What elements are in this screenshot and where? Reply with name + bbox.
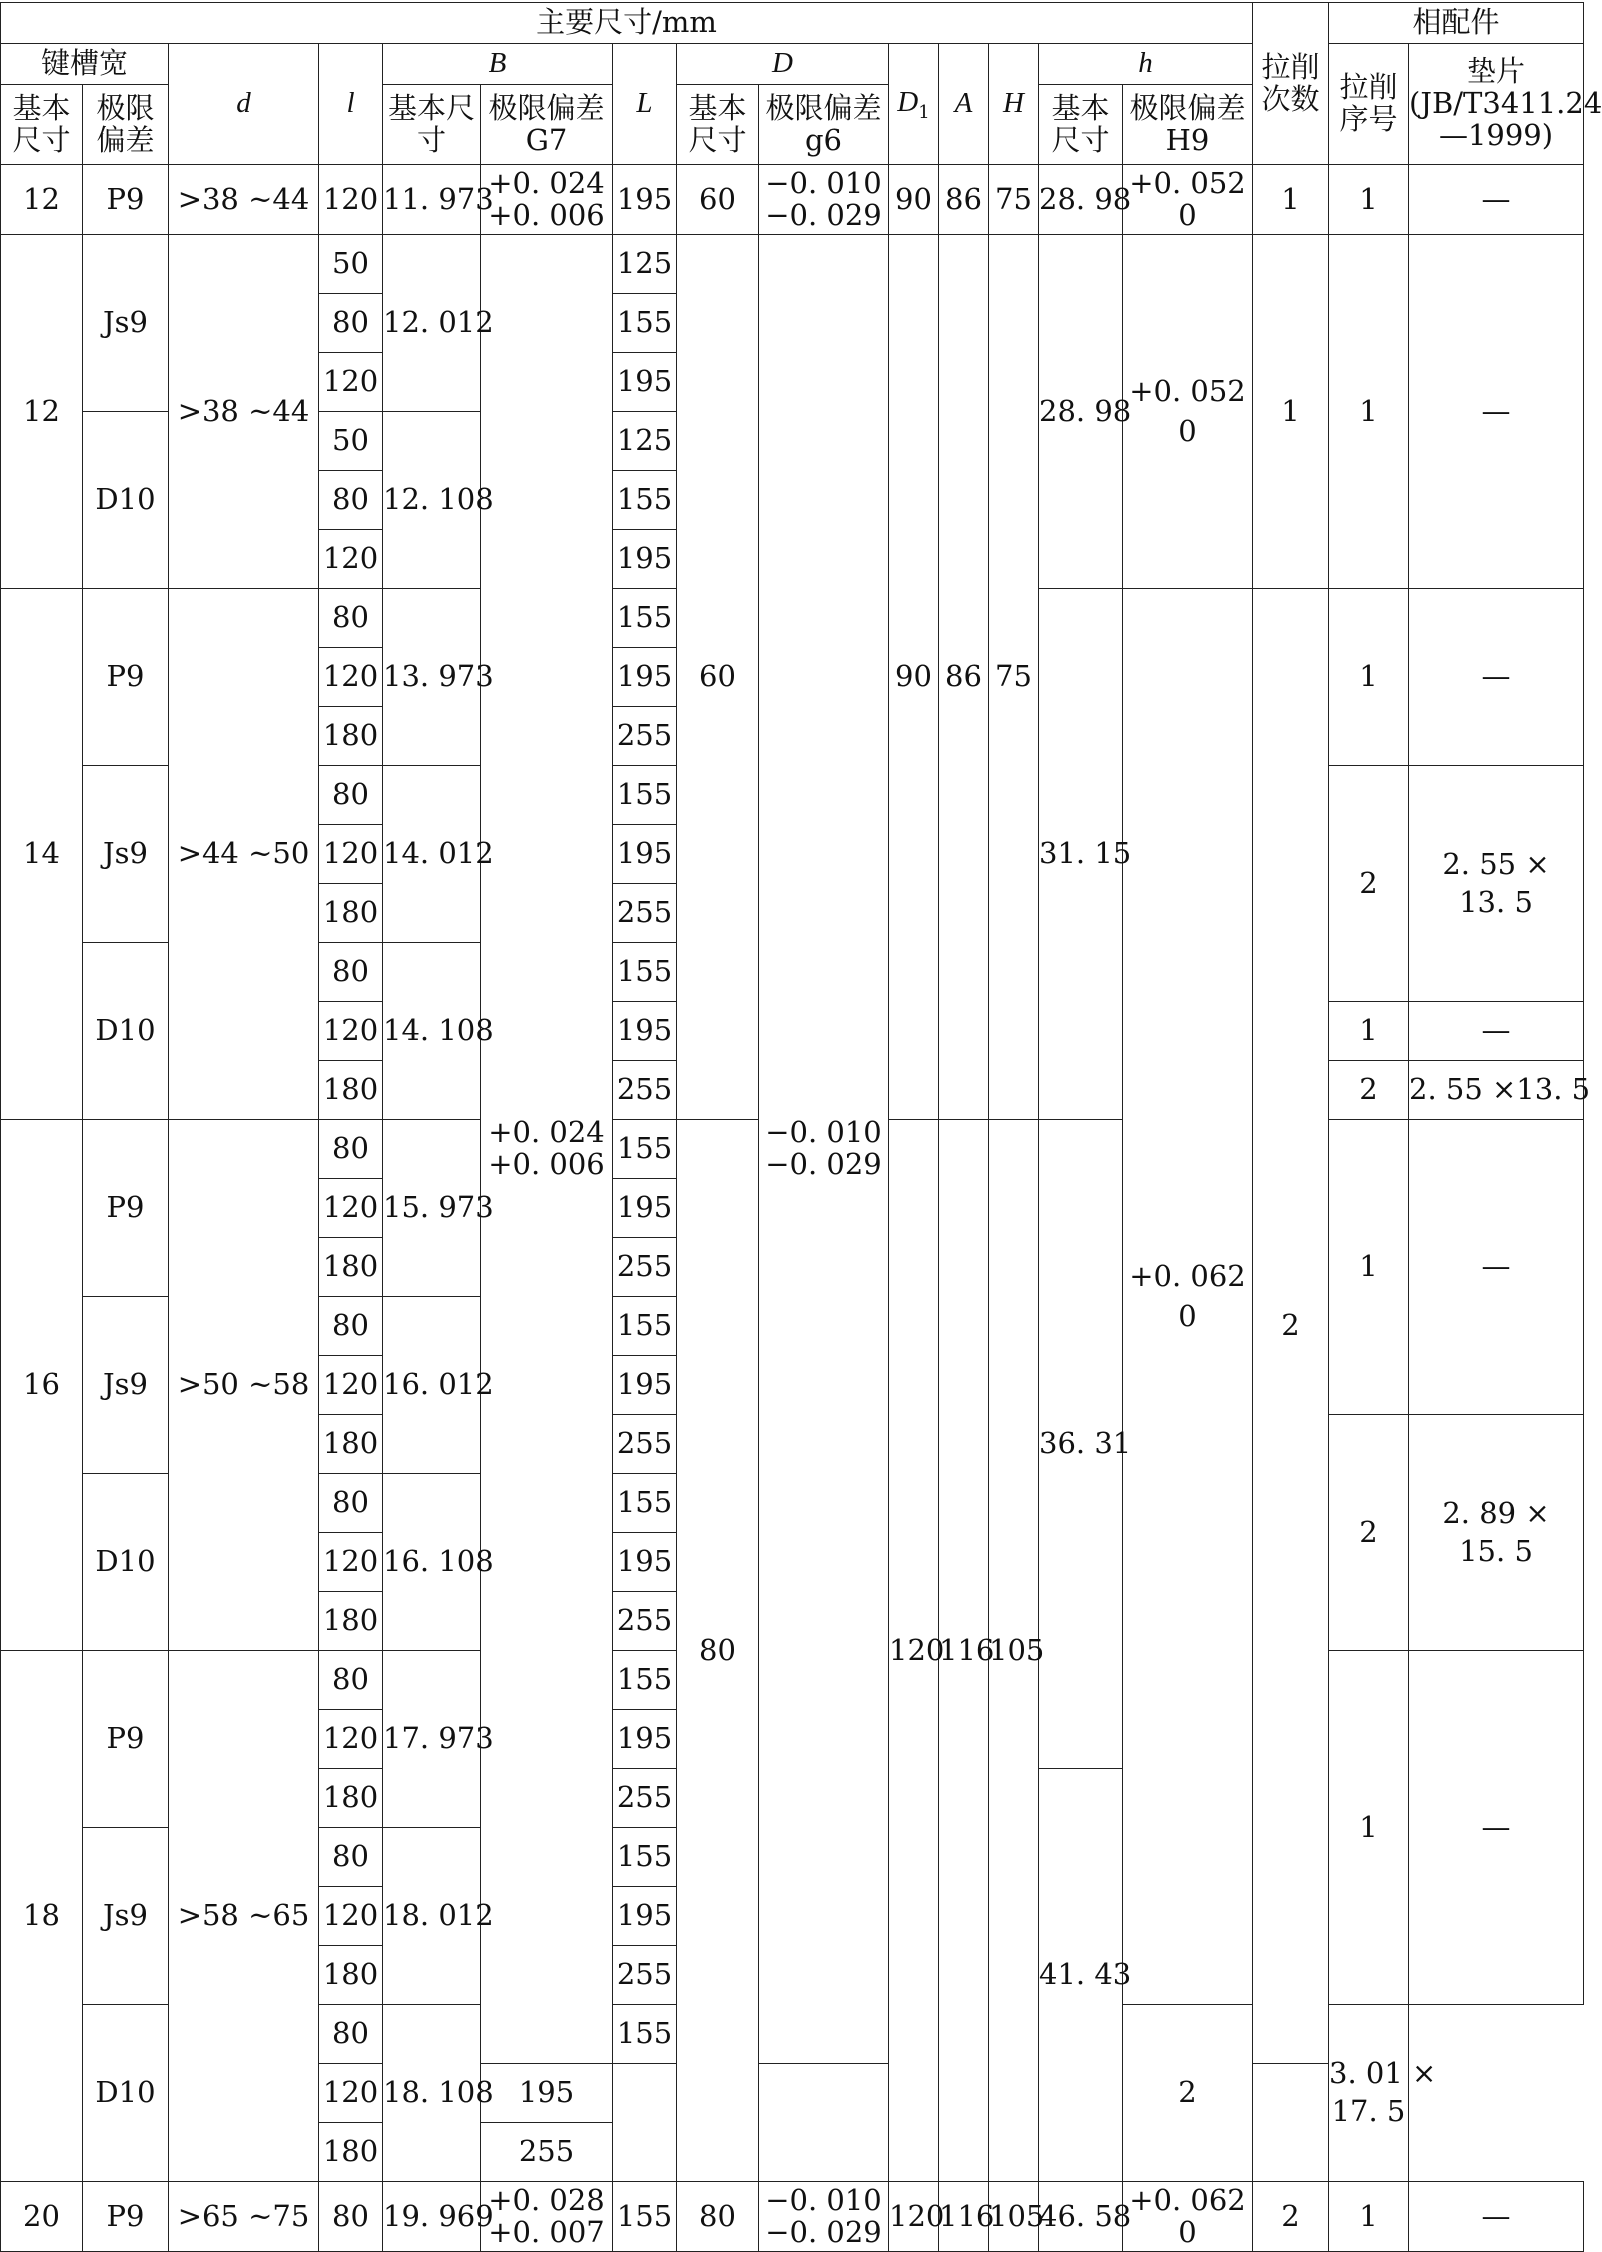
- cell-kw: 18: [1, 1651, 83, 2182]
- broach-dimension-table: [0, 2, 1602, 2252]
- shim-line-1: 3. 01 ×: [1329, 2056, 1437, 2091]
- cell-seq: 1: [1329, 235, 1409, 589]
- B-basic-header: 基本尺寸: [383, 85, 481, 165]
- cell-H: 75: [989, 235, 1039, 1120]
- cell-l: 120: [319, 530, 383, 589]
- cell-l: 180: [319, 1769, 383, 1828]
- cell-D1: 120: [889, 1120, 939, 2182]
- cell-l: 180: [319, 1061, 383, 1120]
- table-row-12-p9: [1, 165, 1584, 235]
- hdev-lower: 0: [1178, 1298, 1197, 1333]
- cell-D: 80: [677, 1120, 759, 2182]
- cell-L: 195: [613, 1002, 677, 1061]
- shim-line-2: 17. 5: [1331, 2094, 1406, 2128]
- cell-B: 15. 973: [383, 1120, 481, 1297]
- cell-l: 120: [319, 165, 383, 235]
- cell-L: 195: [613, 1710, 677, 1769]
- cell-tol: P9: [83, 1651, 169, 1828]
- cell-l: 80: [319, 1651, 383, 1710]
- shim-header: 垫片(JB/T3411.24—1999): [1409, 44, 1584, 165]
- cell-B: 16. 108: [383, 1474, 481, 1651]
- cell-shim: —: [1409, 1120, 1584, 1415]
- cell-B: 14. 108: [383, 943, 481, 1120]
- cell-tol: D10: [83, 1474, 169, 1651]
- cell-L: 195: [613, 1533, 677, 1592]
- Bdev-upper: +0. 028: [488, 2182, 605, 2217]
- cell-shim: —: [1409, 2182, 1584, 2252]
- cell-L: 195: [613, 1356, 677, 1415]
- cell-L: 155: [613, 1120, 677, 1179]
- cell-D: 80: [677, 2182, 759, 2252]
- cell-h: 28. 98: [1039, 235, 1123, 589]
- cell-tol: P9: [83, 589, 169, 766]
- cell-kw: 12: [1, 165, 83, 235]
- l-header: l: [319, 44, 383, 165]
- cell-l: 180: [319, 707, 383, 766]
- B-header: B: [383, 44, 613, 85]
- H-header: H: [989, 44, 1039, 165]
- Ddev-upper: −0. 010: [765, 1115, 882, 1150]
- cell-l: 80: [319, 589, 383, 648]
- cell-D: 60: [677, 165, 759, 235]
- cell-l: 120: [319, 1179, 383, 1238]
- cell-d: >38 ~44: [169, 165, 319, 235]
- cell-L: 155: [613, 471, 677, 530]
- cell-L: 255: [613, 1061, 677, 1120]
- cell-D1: 90: [889, 165, 939, 235]
- cell-B: 14. 012: [383, 766, 481, 943]
- cell-l: 120: [319, 2064, 383, 2123]
- cell-kw: 20: [1, 2182, 83, 2252]
- cell-seq: 2: [1329, 1415, 1409, 1651]
- cell-L: 155: [613, 1651, 677, 1710]
- cell-tol: D10: [83, 412, 169, 589]
- cell-B: 18. 012: [383, 1828, 481, 2005]
- cell-l: 120: [319, 1002, 383, 1061]
- cell-D1: 90: [889, 235, 939, 1120]
- hdev-upper: +0. 062: [1129, 2182, 1246, 2217]
- cell-tol: Js9: [83, 766, 169, 943]
- cell-seq: 1: [1329, 1120, 1409, 1415]
- cell-H: 75: [989, 165, 1039, 235]
- cell-l: 80: [319, 1120, 383, 1179]
- cell-L: 125: [613, 412, 677, 471]
- cell-L: 195: [613, 530, 677, 589]
- cell-L: 155: [613, 2005, 677, 2064]
- table-row-12-a: [1, 235, 1584, 294]
- d-header: d: [169, 44, 319, 165]
- cell-d: >65 ~75: [169, 2182, 319, 2252]
- cell-l: 180: [319, 1415, 383, 1474]
- cell-B: 18. 108: [383, 2005, 481, 2182]
- cell-l: 120: [319, 353, 383, 412]
- cell-count: 2: [1253, 2182, 1329, 2252]
- D-basic-header: 基本尺寸: [677, 85, 759, 165]
- cell-B: 12. 012: [383, 235, 481, 412]
- cell-L: 195: [613, 353, 677, 412]
- cell-L: 155: [613, 2182, 677, 2252]
- cell-L: 255: [481, 2123, 613, 2182]
- Ddev-upper: −0. 010: [765, 165, 882, 200]
- D-limit-header: 极限偏差 g6: [759, 85, 889, 165]
- cell-l: 50: [319, 235, 383, 294]
- cell-h: 46. 58: [1039, 2182, 1123, 2252]
- cell-d: >58 ~65: [169, 1651, 319, 2182]
- cell-L: 255: [613, 1415, 677, 1474]
- cell-d: >44 ~50: [169, 589, 319, 1120]
- cell-D1: 120: [889, 2182, 939, 2252]
- broach-count-header: 拉削次数: [1253, 3, 1329, 165]
- cell-l: 120: [319, 1710, 383, 1769]
- cell-shim: [1329, 2005, 1437, 2182]
- main-dims-header: 主要尺寸/mm: [1, 3, 1253, 44]
- cell-L: 195: [613, 165, 677, 235]
- cell-shim: —: [1409, 1651, 1584, 2005]
- D-header: D: [677, 44, 889, 85]
- cell-Ddev: [759, 2182, 889, 2252]
- cell-l: 180: [319, 1946, 383, 2005]
- hdev-lower: 0: [1178, 2214, 1197, 2249]
- L-header: L: [613, 44, 677, 165]
- A-header: A: [939, 44, 989, 165]
- cell-l: 180: [319, 2123, 383, 2182]
- cell-B: 16. 012: [383, 1297, 481, 1474]
- cell-seq: 2: [1123, 2005, 1253, 2182]
- cell-L: 195: [613, 1887, 677, 1946]
- shim-line-1: 2. 55 ×: [1442, 846, 1550, 881]
- cell-L: 155: [613, 589, 677, 648]
- cell-shim: —: [1409, 235, 1584, 589]
- cell-L: 155: [613, 766, 677, 825]
- cell-L: 155: [613, 1474, 677, 1533]
- cell-A: 116: [939, 1120, 989, 2182]
- Bdev-lower: +0. 007: [488, 2214, 605, 2249]
- cell-l: 120: [319, 825, 383, 884]
- cell-h: 31. 15: [1039, 589, 1123, 1120]
- cell-L: 255: [613, 1592, 677, 1651]
- cell-l: 80: [319, 471, 383, 530]
- cell-l: 80: [319, 294, 383, 353]
- cell-kw: 14: [1, 589, 83, 1120]
- shim-line-2: 13. 5: [1459, 884, 1533, 919]
- cell-l: 80: [319, 1297, 383, 1356]
- cell-shim: —: [1409, 589, 1584, 766]
- cell-h: 36. 31: [1039, 1120, 1123, 1769]
- cell-l: 50: [319, 412, 383, 471]
- cell-A: 116: [939, 2182, 989, 2252]
- cell-seq: 1: [1329, 1651, 1409, 2005]
- table-row-20-p9: [1, 2182, 1584, 2252]
- cell-seq: 1: [1329, 589, 1409, 766]
- cell-L: 155: [613, 1297, 677, 1356]
- cell-tol: Js9: [83, 1828, 169, 2005]
- spec-table-wrapper: [0, 2, 1602, 2252]
- Ddev-upper: −0. 010: [765, 2182, 882, 2217]
- cell-tol: D10: [83, 943, 169, 1120]
- D1-subscript: 1: [918, 101, 930, 123]
- Bdev-upper: +0. 024: [488, 165, 605, 200]
- cell-L: 125: [613, 235, 677, 294]
- cell-L: 195: [613, 825, 677, 884]
- cell-Bdev-merged: [481, 235, 613, 2064]
- cell-hdev: [1123, 235, 1253, 589]
- kw-basic-header: 基本尺寸: [1, 85, 83, 165]
- cell-Bdev: [481, 165, 613, 235]
- D1-label: D: [897, 85, 919, 118]
- cell-h: 28. 98: [1039, 165, 1123, 235]
- cell-shim: —: [1409, 165, 1584, 235]
- cell-B: 17. 973: [383, 1651, 481, 1828]
- cell-seq: 2: [1329, 1061, 1409, 1120]
- cell-l: 80: [319, 943, 383, 1002]
- cell-Bdev: [481, 2182, 613, 2252]
- cell-l: 80: [319, 1828, 383, 1887]
- cell-l: 120: [319, 1887, 383, 1946]
- cell-L: 255: [613, 707, 677, 766]
- cell-Ddev: [759, 165, 889, 235]
- cell-l: 180: [319, 884, 383, 943]
- cell-count: 1: [1253, 235, 1329, 589]
- cell-l: 120: [319, 648, 383, 707]
- B-limit-header: 极限偏差 G7: [481, 85, 613, 165]
- cell-hdev: [1123, 2182, 1253, 2252]
- cell-A: 86: [939, 235, 989, 1120]
- h-limit-header: 极限偏差 H9: [1123, 85, 1253, 165]
- cell-l: 120: [319, 1356, 383, 1415]
- cell-count: 2: [1253, 589, 1329, 2064]
- cell-L: 155: [613, 943, 677, 1002]
- cell-l: 80: [319, 2182, 383, 2252]
- header-row-1: [1, 3, 1584, 44]
- cell-tol: P9: [83, 2182, 169, 2252]
- keyway-width-header: 键槽宽: [1, 44, 169, 85]
- cell-D: 60: [677, 235, 759, 1120]
- header-row-2: [1, 44, 1584, 85]
- cell-L: 155: [613, 1828, 677, 1887]
- cell-tol: P9: [83, 1120, 169, 1297]
- cell-L: 195: [481, 2064, 613, 2123]
- cell-L: 255: [613, 1238, 677, 1297]
- hdev-upper: +0. 062: [1129, 1258, 1246, 1293]
- shim-line-2: 15. 5: [1459, 1533, 1533, 1568]
- cell-shim: [1409, 1415, 1584, 1651]
- hdev-lower: 0: [1178, 413, 1197, 448]
- cell-l: 120: [319, 1533, 383, 1592]
- cell-B: 13. 973: [383, 589, 481, 766]
- cell-seq: 2: [1329, 766, 1409, 1002]
- cell-shim: —: [1409, 1002, 1584, 1061]
- cell-count: 1: [1253, 165, 1329, 235]
- cell-B: 11. 973: [383, 165, 481, 235]
- Bdev-upper: +0. 024: [488, 1115, 605, 1150]
- hdev-upper: +0. 052: [1129, 165, 1246, 200]
- cell-shim: 2. 55 ×13. 5: [1409, 1061, 1584, 1120]
- cell-tol: Js9: [83, 1297, 169, 1474]
- h-header: h: [1039, 44, 1253, 85]
- cell-Ddev-merged: [759, 235, 889, 2064]
- hdev-lower: 0: [1178, 197, 1197, 232]
- cell-l: 180: [319, 1592, 383, 1651]
- cell-A: 86: [939, 165, 989, 235]
- cell-H: 105: [989, 2182, 1039, 2252]
- cell-l: 80: [319, 2005, 383, 2064]
- cell-tol: Js9: [83, 235, 169, 412]
- cell-L: 255: [613, 1769, 677, 1828]
- cell-d: >38 ~44: [169, 235, 319, 589]
- cell-seq: 1: [1329, 1002, 1409, 1061]
- cell-H: 105: [989, 1120, 1039, 2182]
- cell-hdev: [1123, 165, 1253, 235]
- cell-seq: 1: [1329, 165, 1409, 235]
- broach-seq-header: 拉削序号: [1329, 44, 1409, 165]
- Ddev-lower: −0. 029: [765, 2214, 882, 2249]
- cell-d: >50 ~58: [169, 1120, 319, 1651]
- cell-l: 180: [319, 1238, 383, 1297]
- cell-tol: D10: [83, 2005, 169, 2182]
- cell-B: 19. 969: [383, 2182, 481, 2252]
- kw-limit-header: 极限偏差: [83, 85, 169, 165]
- Ddev-lower: −0. 029: [765, 1147, 882, 1181]
- shim-line-1: 2. 89 ×: [1442, 1495, 1550, 1530]
- cell-L: 255: [613, 884, 677, 943]
- cell-L: 195: [613, 648, 677, 707]
- cell-L: 195: [613, 1179, 677, 1238]
- cell-tol: P9: [83, 165, 169, 235]
- Ddev-lower: −0. 029: [765, 197, 882, 232]
- cell-l: 80: [319, 766, 383, 825]
- h-basic-header: 基本尺寸: [1039, 85, 1123, 165]
- Bdev-lower: +0. 006: [488, 197, 605, 232]
- cell-hdev-merged: [1123, 589, 1253, 2005]
- Bdev-lower: +0. 006: [488, 1147, 605, 1181]
- cell-h: 41. 43: [1039, 1769, 1123, 2182]
- cell-L: 255: [613, 1946, 677, 2005]
- D1-header: [889, 44, 939, 165]
- cell-l: 80: [319, 1474, 383, 1533]
- hdev-upper: +0. 052: [1129, 373, 1246, 408]
- cell-shim: [1409, 766, 1584, 1002]
- cell-kw: 16: [1, 1120, 83, 1651]
- cell-B: 12. 108: [383, 412, 481, 589]
- cell-kw: 12: [1, 235, 83, 589]
- cell-seq: 1: [1329, 2182, 1409, 2252]
- cell-L: 155: [613, 294, 677, 353]
- mating-parts-header: 相配件: [1329, 3, 1584, 44]
